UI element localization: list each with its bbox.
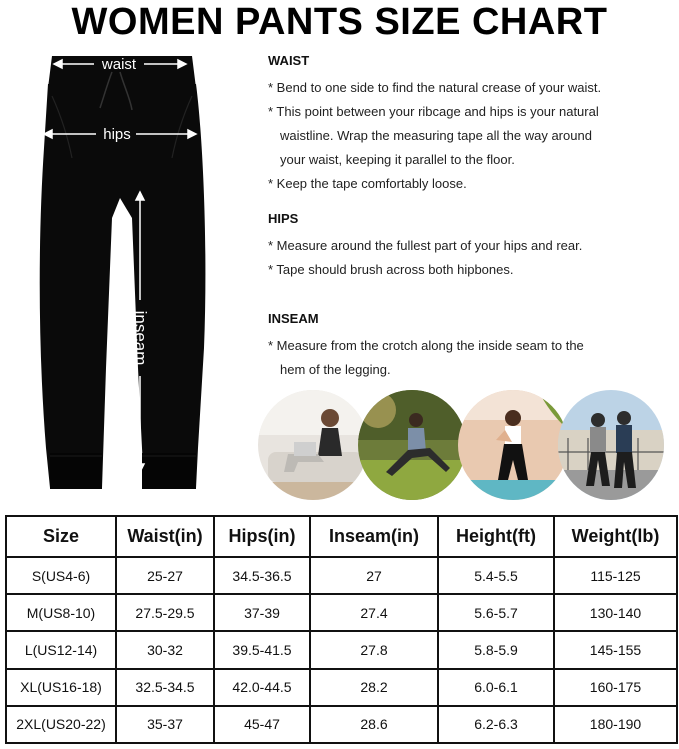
cell-hips: 39.5-41.5 — [214, 631, 310, 668]
cell-waist: 25-27 — [116, 557, 214, 594]
table-row — [6, 594, 677, 631]
waist-heading: WAIST — [268, 53, 310, 68]
waist-label: waist — [101, 56, 137, 73]
cell-height: 6.2-6.3 — [438, 706, 554, 743]
header-height: Height(ft) — [438, 516, 554, 557]
inseam-bullet-1 — [268, 334, 584, 382]
waist-bullet-2-line-2: waistline. Wrap the measuring tape all the way around — [280, 128, 592, 143]
table-row — [6, 706, 677, 743]
woman-lunge-photo — [358, 390, 466, 500]
cell-size: M(US8-10) — [6, 594, 116, 631]
cell-hips: 42.0-44.5 — [214, 669, 310, 706]
waist-bullet-2 — [268, 100, 601, 172]
table-row — [6, 631, 677, 668]
pants-cuff-right — [142, 453, 196, 489]
cell-height: 5.4-5.5 — [438, 557, 554, 594]
inseam-label: inseam — [131, 310, 150, 366]
hips-bullet-2: * Tape should brush across both hipbones. — [268, 262, 514, 277]
cell-size: 2XL(US20-22) — [6, 706, 116, 743]
woman-yoga-photo — [458, 390, 568, 500]
cell-waist: 30-32 — [116, 631, 214, 668]
cell-weight: 115-125 — [554, 557, 677, 594]
hips-section — [268, 210, 582, 282]
header-waist: Waist(in) — [116, 516, 214, 557]
people-walking-photo — [558, 390, 664, 500]
cell-weight: 180-190 — [554, 706, 677, 743]
pants-cuff-left — [50, 453, 102, 489]
woman-sitting-photo — [258, 390, 368, 500]
header-inseam: Inseam(in) — [310, 516, 438, 557]
cell-inseam: 27.8 — [310, 631, 438, 668]
hips-label: hips — [103, 126, 131, 143]
cell-weight: 130-140 — [554, 594, 677, 631]
cell-size: L(US12-14) — [6, 631, 116, 668]
hips-bullet-1: * Measure around the fullest part of your hips and rear. — [268, 238, 583, 253]
cell-inseam: 28.6 — [310, 706, 438, 743]
pants-illustration — [20, 48, 235, 493]
inseam-bullet-1-line-1: * Measure from the crotch along the inside seam to the — [268, 338, 584, 353]
lifestyle-photos — [258, 390, 678, 500]
table-row — [6, 669, 677, 706]
cell-hips: 34.5-36.5 — [214, 557, 310, 594]
inseam-heading: INSEAM — [268, 311, 319, 326]
header-weight: Weight(lb) — [554, 516, 677, 557]
chart-title: WOMEN PANTS SIZE CHART — [71, 1, 608, 43]
waist-bullet-3: * Keep the tape comfortably loose. — [268, 176, 467, 191]
cell-height: 5.8-5.9 — [438, 631, 554, 668]
cell-weight: 145-155 — [554, 631, 677, 668]
cell-hips: 37-39 — [214, 594, 310, 631]
header-size: Size — [6, 516, 116, 557]
table-header-row — [6, 516, 677, 557]
cell-waist: 32.5-34.5 — [116, 669, 214, 706]
cell-inseam: 27.4 — [310, 594, 438, 631]
cell-waist: 27.5-29.5 — [116, 594, 214, 631]
cell-size: XL(US16-18) — [6, 669, 116, 706]
cell-size: S(US4-6) — [6, 557, 116, 594]
header-hips: Hips(in) — [214, 516, 310, 557]
waist-bullet-2-line-3: your waist, keeping it parallel to the floor. — [280, 152, 515, 167]
waist-bullet-2-line-1: * This point between your ribcage and hips is your natural — [268, 104, 599, 119]
cell-waist: 35-37 — [116, 706, 214, 743]
size-chart-table — [5, 515, 678, 744]
cell-hips: 45-47 — [214, 706, 310, 743]
cell-height: 6.0-6.1 — [438, 669, 554, 706]
hips-heading: HIPS — [268, 211, 299, 226]
inseam-section — [268, 310, 584, 382]
cell-inseam: 27 — [310, 557, 438, 594]
table-row — [6, 557, 677, 594]
cell-inseam: 28.2 — [310, 669, 438, 706]
pants-body — [40, 84, 206, 488]
waist-section — [268, 52, 601, 196]
inseam-bullet-1-line-2: hem of the legging. — [280, 362, 391, 377]
waist-bullet-1: * Bend to one side to find the natural crease of your waist. — [268, 80, 602, 95]
cell-height: 5.6-5.7 — [438, 594, 554, 631]
cell-weight: 160-175 — [554, 669, 677, 706]
